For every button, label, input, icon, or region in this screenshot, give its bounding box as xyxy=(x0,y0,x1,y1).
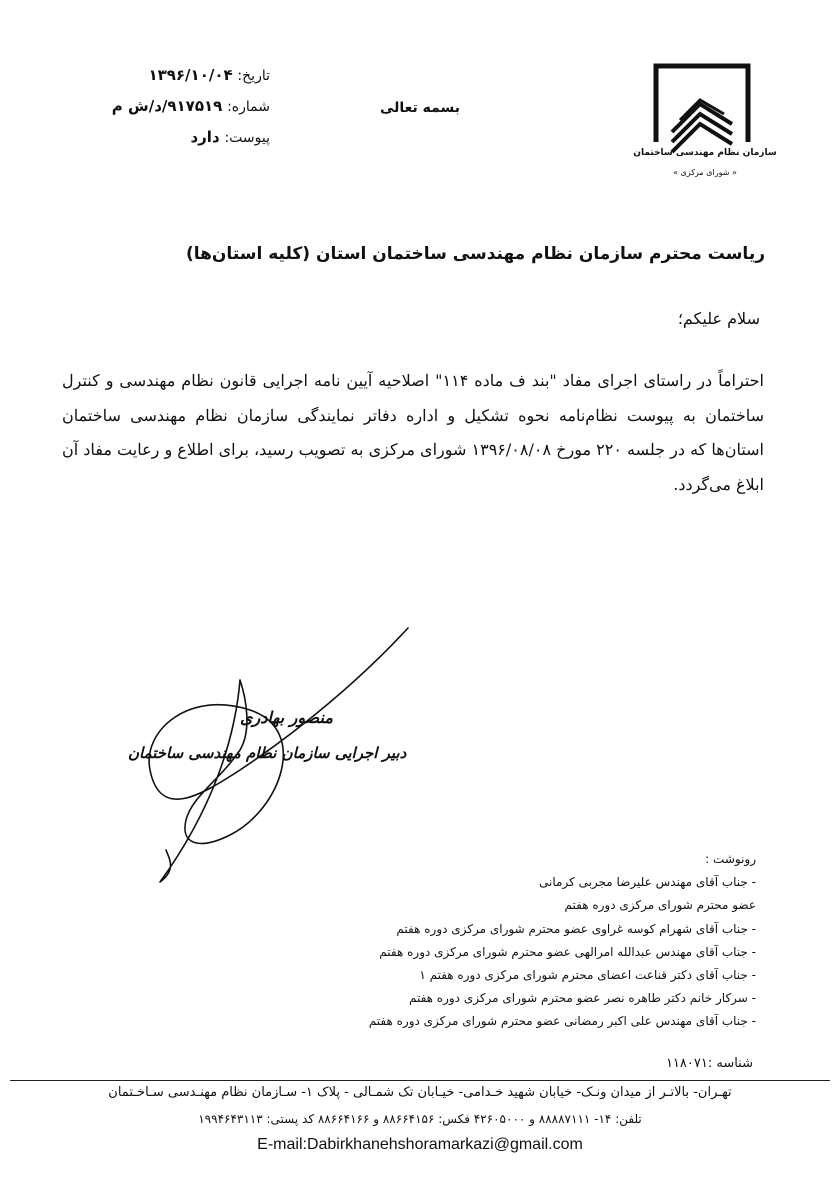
date-row xyxy=(95,60,270,91)
attachment-label: پیوست: xyxy=(224,130,270,146)
document-identifier: شناسه :۱۱۸۰۷۱ xyxy=(665,1056,753,1071)
number-value: ۹۱۷۵۱۹/د/ش م xyxy=(111,97,223,115)
logo-sub-name: « شورای مرکزی » xyxy=(673,168,737,177)
signatory-title: دبیر اجرایی سازمان نظام مهندسی ساختمان xyxy=(128,744,407,762)
letter-body: احتراماً در راستای اجرای مفاد "بند ف ماده ۱۱۴" اصلاحیه آیین نامه اجرایی قانون نظام مهندسی و کنترل ساختمان به پیوست نظام‌نامه نحوه تشکیل و اداره دفاتر نمایندگی سازمان نظام مهندسی ساختمان استان‌ها که در جلسه ۲۲۰ مورخ ۱۳۹۶/۰۸/۰۸ شورای مرکزی به تصویب رسید، برای اطلاع و رعایت مفاد آن ابلاغ می‌گردد. xyxy=(62,371,765,494)
cc-list xyxy=(316,848,756,1034)
cc-item: - سرکار خانم دکتر طاهره نصر عضو محترم شورای مرکزی دوره هفتم xyxy=(408,991,756,1006)
attachment-row xyxy=(95,122,270,153)
signatory-name: منصور بهادری xyxy=(240,708,333,727)
letter-meta xyxy=(95,60,270,153)
footer-divider xyxy=(10,1080,830,1081)
cc-heading: رونوشت : xyxy=(705,852,756,866)
cc-item: - جناب آقای شهرام کوسه غراوی عضو محترم شورای مرکزی دوره هفتم xyxy=(396,921,756,936)
cc-item: - جناب آقای مهندس علی اکبر رمضانی عضو محترم شورای مرکزی دوره هفتم xyxy=(368,1014,756,1029)
footer-address: تهـران- بالاتـر از میدان ونـک- خیابان شهید خـدامی- خیـابان تک شمـالی - پلاک ۱- سـازمان نظام مهنـدسی سـاخـتمان xyxy=(108,1085,732,1100)
date-label: تاریخ: xyxy=(237,68,270,84)
date-value: ۱۳۹۶/۱۰/۰۴ xyxy=(148,66,233,84)
cc-item: عضو محترم شورای مرکزی دوره هفتم xyxy=(564,898,756,913)
number-label: شماره: xyxy=(227,99,270,115)
addressee: ریاست محترم سازمان نظام مهندسی ساختمان استان (کلیه استان‌ها) xyxy=(185,244,765,264)
building-roof-logo-icon xyxy=(640,60,770,185)
logo-org-name: سازمان نظام مهندسی ساختمان xyxy=(633,148,777,158)
cc-item: - جناب آقای مهندس عبدالله امرالهی عضو محترم شورای مرکزی دوره هفتم xyxy=(379,944,756,959)
attachment-value: دارد xyxy=(190,128,220,146)
basmala: بسمه تعالی xyxy=(379,100,461,116)
footer-email: E-mail:Dabirkhanehshoramarkazi@gmail.com xyxy=(257,1136,583,1153)
footer-phones: تلفن: ۱۴- ۸۸۸۸۷۱۱۱ و ۴۲۶۰۵۰۰۰ فکس: ۸۸۶۶۴۱۵۶ و ۸۸۶۶۴۱۶۶ کد پستی: ۱۹۹۴۶۴۳۱۱۳ xyxy=(198,1112,642,1126)
cc-item: - جناب آقای دکتر قناعت اعضای محترم شورای مرکزی دوره هفتم ۱ xyxy=(419,968,756,983)
number-row xyxy=(95,91,270,122)
cc-item: - جناب آقای مهندس علیرضا مجربی کرمانی xyxy=(539,875,756,890)
greeting: سلام علیکم؛ xyxy=(677,309,760,328)
